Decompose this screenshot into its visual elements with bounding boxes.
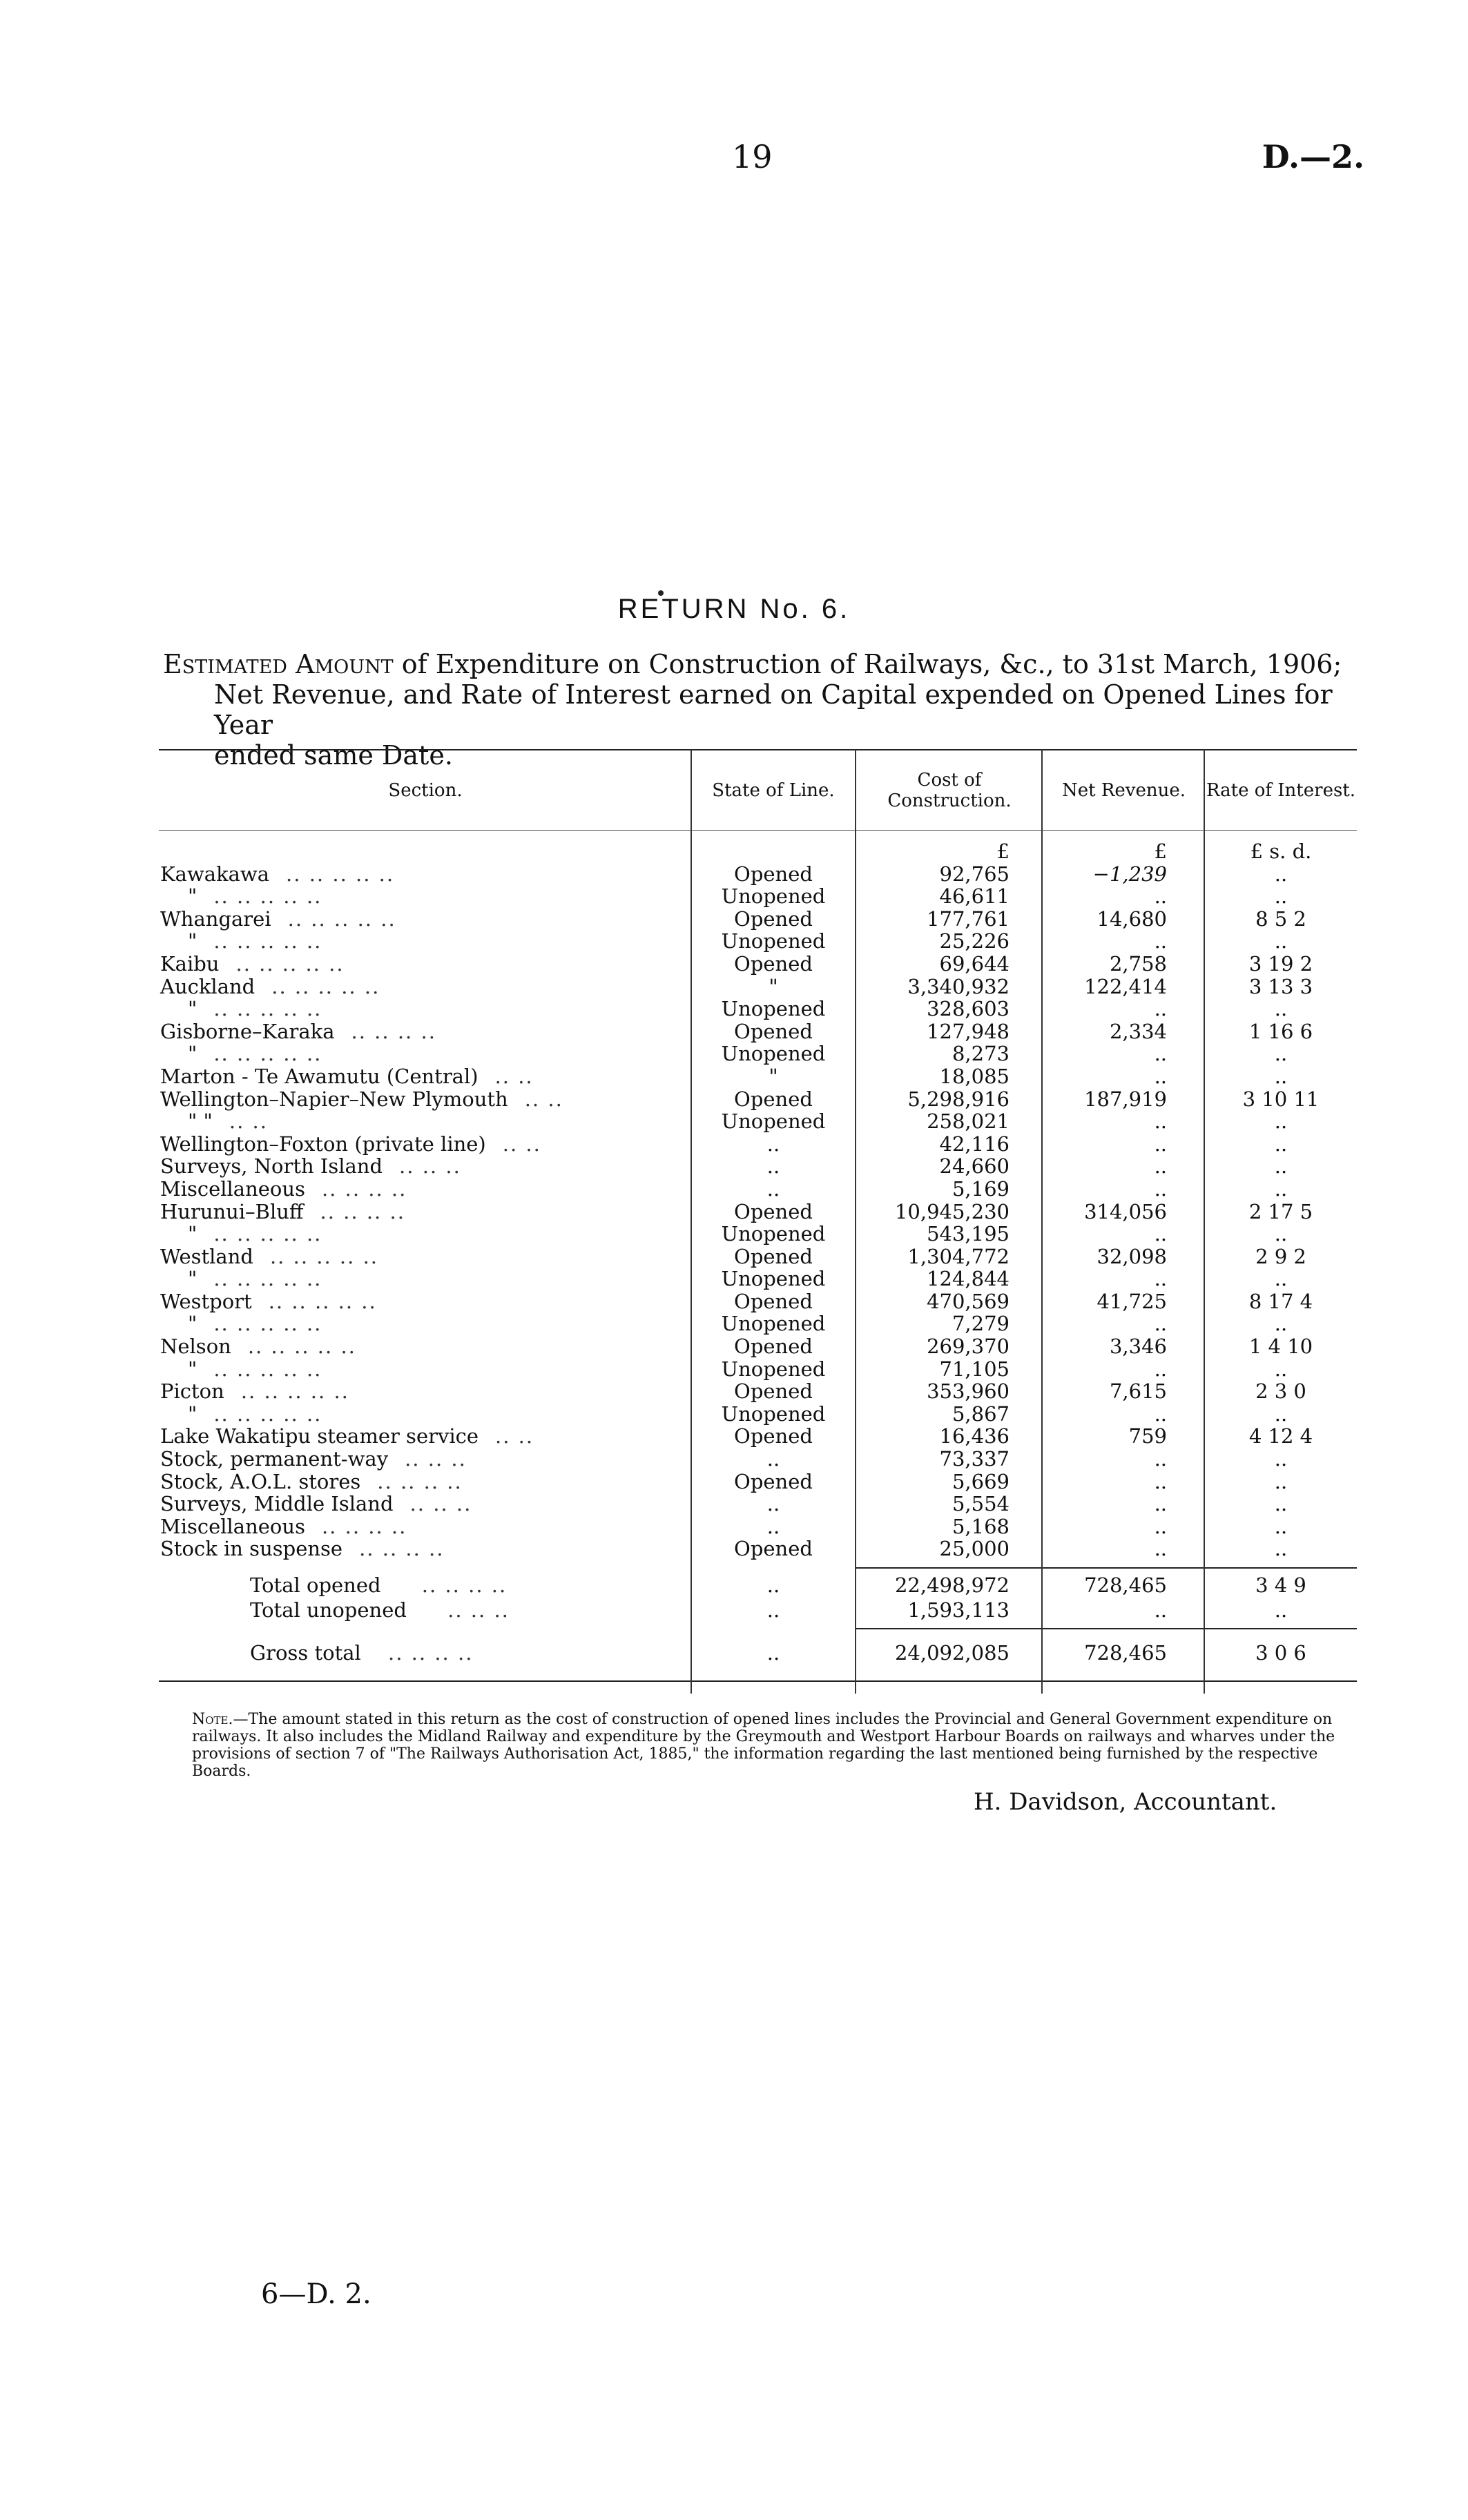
cell-state: Opened bbox=[734, 907, 813, 931]
signature: H. Davidson, Accountant. bbox=[974, 1788, 1277, 1816]
leader-dots: .. .. .. .. .. bbox=[235, 951, 345, 976]
cell-net: .. bbox=[1154, 1176, 1167, 1201]
cell-cost: 24,660 bbox=[939, 1154, 1010, 1179]
document-reference: D.—2. bbox=[1262, 138, 1364, 175]
cell-cost: 177,761 bbox=[927, 907, 1010, 931]
leader-dots: .. .. .. .. .. bbox=[213, 1222, 322, 1246]
header-section: Section. bbox=[388, 779, 463, 801]
page-number: 19 bbox=[732, 138, 773, 175]
cell-cost: 16,436 bbox=[939, 1424, 1010, 1448]
table-header bbox=[159, 750, 1357, 830]
cell-cost: 5,298,916 bbox=[907, 1087, 1010, 1111]
table-row bbox=[159, 1133, 1357, 1156]
cell-state: .. bbox=[766, 1132, 780, 1156]
leader-dots: .. .. bbox=[495, 1424, 534, 1448]
cell-cost: 328,603 bbox=[927, 997, 1010, 1021]
table-row bbox=[159, 1088, 1357, 1111]
cell-net: .. bbox=[1154, 929, 1167, 953]
table-row bbox=[159, 953, 1357, 976]
leader-dots: .. .. .. .. .. bbox=[213, 1402, 322, 1426]
total-opened-rate: 3 4 9 bbox=[1255, 1573, 1306, 1597]
total-unopened-net: .. bbox=[1154, 1598, 1167, 1622]
header-net: Net Revenue. bbox=[1061, 779, 1186, 801]
cell-net: 2,758 bbox=[1109, 951, 1167, 976]
leader-dots: .. .. .. .. .. bbox=[213, 1357, 322, 1381]
section-name: Whangarei bbox=[160, 907, 271, 931]
cell-net: .. bbox=[1154, 1154, 1167, 1179]
leader-dots: .. .. .. .. bbox=[320, 1199, 405, 1223]
section-name: Nelson bbox=[160, 1335, 231, 1359]
gross-total-rate: 3 0 6 bbox=[1255, 1641, 1306, 1665]
cell-section bbox=[159, 1268, 690, 1290]
cell-rate: 4 12 4 bbox=[1248, 1424, 1313, 1448]
table-row bbox=[159, 1155, 1357, 1178]
section-name: Stock, permanent-way bbox=[160, 1447, 389, 1471]
cell-section bbox=[159, 1020, 690, 1043]
leader-dots: .. .. .. .. bbox=[321, 1176, 407, 1201]
section-name: Picton bbox=[160, 1379, 224, 1404]
leader-dots: .. .. .. .. bbox=[388, 1641, 474, 1665]
rate-unit: £ s. d. bbox=[1250, 840, 1312, 863]
cell-net: .. bbox=[1154, 1469, 1167, 1493]
cell-state: .. bbox=[766, 1447, 780, 1471]
cell-rate: .. bbox=[1274, 862, 1288, 886]
cell-cost: 42,116 bbox=[939, 1132, 1010, 1156]
cell-rate: .. bbox=[1274, 1492, 1288, 1516]
table-row bbox=[159, 1335, 1357, 1358]
cell-cost: 69,644 bbox=[939, 951, 1010, 976]
subtitle-line3: ended same Date. bbox=[214, 740, 453, 770]
cell-section bbox=[159, 1133, 690, 1156]
header-state: State of Line. bbox=[712, 779, 835, 801]
gross-total-state: .. bbox=[766, 1641, 780, 1665]
cell-state: Opened bbox=[734, 951, 813, 976]
leader-dots: .. .. .. .. .. bbox=[271, 974, 380, 998]
cell-rate: .. bbox=[1274, 1154, 1288, 1179]
leader-dots: .. .. .. .. .. bbox=[268, 1289, 377, 1313]
table-row bbox=[159, 1380, 1357, 1403]
section-name: Kawakawa bbox=[160, 862, 270, 886]
cell-cost: 353,960 bbox=[927, 1379, 1010, 1404]
table-row bbox=[159, 885, 1357, 908]
gross-total-net: 728,465 bbox=[1084, 1641, 1167, 1665]
footer-reference: 6—D. 2. bbox=[261, 2278, 371, 2310]
cell-net: .. bbox=[1154, 1042, 1167, 1066]
cell-section bbox=[159, 863, 690, 886]
cell-cost: 18,085 bbox=[939, 1064, 1010, 1088]
cell-net: .. bbox=[1154, 1064, 1167, 1088]
cell-section bbox=[159, 1155, 690, 1178]
subtitle-line1: of Expenditure on Construction of Railways, &c., to 31st March, 1906; bbox=[401, 649, 1342, 679]
cell-rate: .. bbox=[1274, 1312, 1288, 1336]
section-name: " bbox=[188, 929, 197, 953]
cell-section bbox=[159, 930, 690, 953]
cell-state: Opened bbox=[734, 1335, 813, 1359]
table-row bbox=[159, 1471, 1357, 1493]
section-name: " bbox=[188, 1267, 197, 1291]
total-unopened-state: .. bbox=[766, 1598, 780, 1622]
cell-cost: 73,337 bbox=[939, 1447, 1010, 1471]
cell-section bbox=[159, 1358, 690, 1381]
cell-section bbox=[159, 1515, 690, 1538]
section-name: " bbox=[188, 1222, 197, 1246]
header-cost: Cost of Construction. bbox=[887, 769, 1012, 811]
table-row bbox=[159, 1178, 1357, 1201]
cell-state: Unopened bbox=[721, 1357, 826, 1381]
cell-net: 7,615 bbox=[1109, 1379, 1167, 1404]
column-rule bbox=[1041, 749, 1043, 1694]
table-row bbox=[159, 930, 1357, 953]
cell-section bbox=[159, 1312, 690, 1335]
section-name: " bbox=[188, 1402, 197, 1426]
cell-cost: 470,569 bbox=[927, 1289, 1010, 1313]
cell-state: .. bbox=[766, 1492, 780, 1516]
leader-dots: .. .. .. .. bbox=[321, 1514, 407, 1538]
cell-section bbox=[159, 1065, 690, 1088]
section-name: Surveys, Middle Island bbox=[160, 1492, 394, 1516]
cell-rate: .. bbox=[1274, 1537, 1288, 1561]
note-label: Note. bbox=[192, 1711, 233, 1728]
subtitle-line2: Net Revenue, and Rate of Interest earned on Capital expended on Opened Lines for Year bbox=[214, 679, 1333, 740]
table-row bbox=[159, 1065, 1357, 1088]
cell-section bbox=[159, 1088, 690, 1111]
table-row bbox=[159, 1425, 1357, 1448]
table-row bbox=[159, 1043, 1357, 1065]
section-name: Miscellaneous bbox=[160, 1514, 305, 1538]
total-opened-cost: 22,498,972 bbox=[894, 1573, 1010, 1597]
table-row bbox=[159, 1020, 1357, 1043]
cell-rate: .. bbox=[1274, 1132, 1288, 1156]
section-name: Surveys, North Island bbox=[160, 1154, 383, 1179]
cell-section bbox=[159, 976, 690, 998]
cell-rate: 3 19 2 bbox=[1248, 951, 1313, 976]
total-unopened-cost: 1,593,113 bbox=[907, 1598, 1010, 1622]
cell-state: Opened bbox=[734, 1537, 813, 1561]
column-rule bbox=[1204, 749, 1205, 1694]
cell-state: Opened bbox=[734, 1424, 813, 1448]
leader-dots: .. .. .. .. bbox=[421, 1573, 508, 1597]
cell-rate: 1 4 10 bbox=[1248, 1335, 1313, 1359]
gross-total-cost: 24,092,085 bbox=[894, 1641, 1010, 1665]
total-opened-row bbox=[159, 1573, 1357, 1598]
cell-cost: 46,611 bbox=[939, 884, 1010, 909]
total-unopened-rate: .. bbox=[1274, 1598, 1288, 1622]
cell-section bbox=[159, 1178, 690, 1201]
table-row bbox=[159, 1493, 1357, 1515]
cell-state: Unopened bbox=[721, 997, 826, 1021]
cell-rate: 3 10 11 bbox=[1242, 1087, 1320, 1111]
leader-dots: .. .. bbox=[229, 1109, 268, 1134]
cell-net: 3,346 bbox=[1109, 1335, 1167, 1359]
cell-section bbox=[159, 908, 690, 931]
cell-state: Opened bbox=[734, 862, 813, 886]
section-name: Westport bbox=[160, 1289, 252, 1313]
leader-dots: .. .. .. .. .. bbox=[247, 1335, 356, 1359]
table-row bbox=[159, 1515, 1357, 1538]
leader-dots: .. .. .. .. .. bbox=[286, 862, 395, 886]
cell-cost: 258,021 bbox=[927, 1109, 1010, 1134]
leader-dots: .. .. .. .. .. bbox=[287, 907, 396, 931]
cost-unit: £ bbox=[996, 840, 1010, 863]
cell-rate: .. bbox=[1274, 884, 1288, 909]
cell-state: " bbox=[769, 1064, 778, 1088]
leader-dots: .. .. .. .. .. bbox=[213, 929, 322, 953]
cell-state: Unopened bbox=[721, 929, 826, 953]
cell-net: 41,725 bbox=[1097, 1289, 1167, 1313]
section-name: Marton - Te Awamutu (Central) bbox=[160, 1064, 479, 1088]
section-name: Wellington–Napier–New Plymouth bbox=[160, 1087, 508, 1111]
cell-net: .. bbox=[1154, 1402, 1167, 1426]
cell-cost: 71,105 bbox=[939, 1357, 1010, 1381]
cell-section bbox=[159, 885, 690, 908]
cell-state: Unopened bbox=[721, 1109, 826, 1134]
cell-rate: .. bbox=[1274, 1109, 1288, 1134]
subtitle-lead: Estimated Amount bbox=[163, 649, 394, 679]
section-name: " bbox=[188, 1357, 197, 1381]
cell-net: −1,239 bbox=[1092, 862, 1167, 886]
cell-rate: .. bbox=[1274, 929, 1288, 953]
section-name: Miscellaneous bbox=[160, 1176, 305, 1201]
cell-cost: 25,226 bbox=[939, 929, 1010, 953]
cell-cost: 5,669 bbox=[952, 1469, 1010, 1493]
cell-section bbox=[159, 1403, 690, 1426]
cell-cost: 5,554 bbox=[952, 1492, 1010, 1516]
cell-cost: 124,844 bbox=[927, 1267, 1010, 1291]
cell-section bbox=[159, 1425, 690, 1448]
leader-dots: .. .. .. bbox=[409, 1492, 472, 1516]
cell-cost: 7,279 bbox=[952, 1312, 1010, 1336]
table-body bbox=[159, 863, 1357, 1560]
cell-net: .. bbox=[1154, 1447, 1167, 1471]
cell-cost: 5,169 bbox=[952, 1176, 1010, 1201]
total-unopened-label: Total unopened bbox=[250, 1598, 407, 1622]
table-row bbox=[159, 998, 1357, 1020]
cell-rate: 8 5 2 bbox=[1255, 907, 1306, 931]
table-row bbox=[159, 1538, 1357, 1560]
cell-rate: .. bbox=[1274, 1514, 1288, 1538]
section-name: Westland bbox=[160, 1244, 253, 1268]
cell-state: Unopened bbox=[721, 1222, 826, 1246]
leader-dots: .. .. .. .. .. bbox=[269, 1244, 379, 1268]
cell-section bbox=[159, 1110, 690, 1133]
cell-state: .. bbox=[766, 1176, 780, 1201]
cell-rate: .. bbox=[1274, 1064, 1288, 1088]
section-name: Lake Wakatipu steamer service bbox=[160, 1424, 479, 1448]
total-opened-net: 728,465 bbox=[1084, 1573, 1167, 1597]
cell-rate: .. bbox=[1274, 1267, 1288, 1291]
cell-net: .. bbox=[1154, 884, 1167, 909]
column-rule bbox=[690, 749, 692, 1694]
net-unit: £ bbox=[1154, 840, 1167, 863]
section-name: Auckland bbox=[160, 974, 255, 998]
total-unopened-row bbox=[159, 1598, 1357, 1622]
cell-rate: .. bbox=[1274, 1042, 1288, 1066]
table-row bbox=[159, 1403, 1357, 1426]
section-name: " bbox=[188, 1312, 197, 1336]
cell-cost: 92,765 bbox=[939, 862, 1010, 886]
section-name: " " bbox=[188, 1109, 213, 1134]
leader-dots: .. .. .. .. bbox=[359, 1537, 445, 1561]
cell-state: Unopened bbox=[721, 1267, 826, 1291]
cell-net: .. bbox=[1154, 1267, 1167, 1291]
leader-dots: .. .. .. bbox=[447, 1598, 510, 1622]
cell-rate: 2 3 0 bbox=[1255, 1379, 1306, 1404]
cell-section bbox=[159, 953, 690, 976]
leader-dots: .. .. .. .. .. bbox=[213, 1312, 322, 1336]
header-rate: Rate of Interest. bbox=[1206, 779, 1356, 801]
note-text: —The amount stated in this return as the cost of construction of opened lines includes the Provincial and General Government expenditure on railways. It also includes the Midland Railway and expenditure by the Greymouth and Westport Harbour Boards on railways and wharves under the provisions of section 7 of "The Railways Authorisation Act, 1885," the information regarding the last mentioned being furnished by the respective Boards. bbox=[192, 1711, 1335, 1780]
table-row bbox=[159, 908, 1357, 931]
cell-state: Unopened bbox=[721, 1402, 826, 1426]
table-row bbox=[159, 1448, 1357, 1471]
section-name: " bbox=[188, 997, 197, 1021]
leader-dots: .. .. .. bbox=[405, 1447, 467, 1471]
cell-net: 314,056 bbox=[1084, 1199, 1167, 1223]
cell-section bbox=[159, 1335, 690, 1358]
leader-dots: .. .. .. .. .. bbox=[213, 884, 322, 909]
column-rule bbox=[855, 749, 860, 1694]
cell-cost: 3,340,932 bbox=[907, 974, 1010, 998]
cell-state: Unopened bbox=[721, 1312, 826, 1336]
table-row bbox=[159, 863, 1357, 886]
cell-net: 759 bbox=[1128, 1424, 1167, 1448]
cell-rate: 2 9 2 bbox=[1255, 1244, 1306, 1268]
units-row bbox=[159, 840, 1357, 863]
cell-net: .. bbox=[1154, 1222, 1167, 1246]
cell-rate: .. bbox=[1274, 997, 1288, 1021]
table-row bbox=[159, 1246, 1357, 1268]
table-row bbox=[159, 1312, 1357, 1335]
cell-rate: 1 16 6 bbox=[1248, 1019, 1313, 1043]
leader-dots: .. .. .. .. bbox=[377, 1469, 463, 1493]
cell-state: " bbox=[769, 974, 778, 998]
cell-section bbox=[159, 1201, 690, 1223]
table-row bbox=[159, 1201, 1357, 1223]
section-name: Stock in suspense bbox=[160, 1537, 343, 1561]
cell-net: .. bbox=[1154, 1357, 1167, 1381]
section-name: Stock, A.O.L. stores bbox=[160, 1469, 361, 1493]
cell-net: .. bbox=[1154, 1514, 1167, 1538]
cell-rate: .. bbox=[1274, 1357, 1288, 1381]
leader-dots: .. .. .. .. .. bbox=[213, 1267, 322, 1291]
cell-section bbox=[159, 998, 690, 1020]
cell-net: 122,414 bbox=[1084, 974, 1167, 998]
cell-section bbox=[159, 1246, 690, 1268]
section-name: Hurunui–Bluff bbox=[160, 1199, 304, 1223]
cell-rate: .. bbox=[1274, 1402, 1288, 1426]
cell-cost: 5,168 bbox=[952, 1514, 1010, 1538]
cell-cost: 5,867 bbox=[952, 1402, 1010, 1426]
cell-state: Opened bbox=[734, 1289, 813, 1313]
cell-net: .. bbox=[1154, 1492, 1167, 1516]
cell-rate: 3 13 3 bbox=[1248, 974, 1313, 998]
table-row bbox=[159, 1223, 1357, 1246]
cell-cost: 127,948 bbox=[927, 1019, 1010, 1043]
cell-state: Opened bbox=[734, 1244, 813, 1268]
table-row bbox=[159, 976, 1357, 998]
cell-state: .. bbox=[766, 1154, 780, 1179]
section-name: Kaibu bbox=[160, 951, 220, 976]
cell-cost: 1,304,772 bbox=[907, 1244, 1010, 1268]
cell-net: 2,334 bbox=[1109, 1019, 1167, 1043]
cell-state: Unopened bbox=[721, 884, 826, 909]
cell-section bbox=[159, 1448, 690, 1471]
cell-net: 32,098 bbox=[1097, 1244, 1167, 1268]
cell-net: 14,680 bbox=[1097, 907, 1167, 931]
table-row bbox=[159, 1358, 1357, 1381]
cell-state: .. bbox=[766, 1514, 780, 1538]
gross-total-row bbox=[159, 1635, 1357, 1671]
cell-state: Unopened bbox=[721, 1042, 826, 1066]
cell-net: .. bbox=[1154, 1109, 1167, 1134]
cell-rate: .. bbox=[1274, 1447, 1288, 1471]
cell-state: Opened bbox=[734, 1199, 813, 1223]
cell-section bbox=[159, 1538, 690, 1560]
cell-cost: 269,370 bbox=[927, 1335, 1010, 1359]
leader-dots: .. .. .. .. .. bbox=[213, 1042, 322, 1066]
cell-section bbox=[159, 1471, 690, 1493]
cell-state: Opened bbox=[734, 1019, 813, 1043]
section-name: Wellington–Foxton (private line) bbox=[160, 1132, 486, 1156]
leader-dots: .. .. bbox=[524, 1087, 563, 1111]
cell-rate: .. bbox=[1274, 1176, 1288, 1201]
cell-cost: 25,000 bbox=[939, 1537, 1010, 1561]
total-opened-label: Total opened bbox=[250, 1573, 381, 1597]
cell-section bbox=[159, 1290, 690, 1313]
cell-state: Opened bbox=[734, 1379, 813, 1404]
footnote bbox=[192, 1711, 1359, 1780]
cell-net: 187,919 bbox=[1084, 1087, 1167, 1111]
cell-rate: .. bbox=[1274, 1469, 1288, 1493]
cell-net: .. bbox=[1154, 1537, 1167, 1561]
cell-rate: 2 17 5 bbox=[1248, 1199, 1313, 1223]
section-name: Gisborne–Karaka bbox=[160, 1019, 335, 1043]
table-row bbox=[159, 1268, 1357, 1290]
cell-section bbox=[159, 1380, 690, 1403]
cell-net: .. bbox=[1154, 1312, 1167, 1336]
cell-state: Opened bbox=[734, 1087, 813, 1111]
table-row bbox=[159, 1290, 1357, 1313]
cell-section bbox=[159, 1223, 690, 1246]
leader-dots: .. .. bbox=[494, 1064, 534, 1088]
expenditure-table bbox=[159, 749, 1357, 1682]
return-title: RETURN No. 6. bbox=[617, 594, 851, 624]
leader-dots: .. .. .. .. .. bbox=[240, 1379, 349, 1404]
cell-state: Opened bbox=[734, 1469, 813, 1493]
gross-total-label: Gross total bbox=[250, 1641, 361, 1665]
leader-dots: .. .. .. bbox=[399, 1154, 461, 1179]
cell-cost: 543,195 bbox=[927, 1222, 1010, 1246]
cell-section bbox=[159, 1043, 690, 1065]
cell-rate: .. bbox=[1274, 1222, 1288, 1246]
leader-dots: .. .. bbox=[502, 1132, 541, 1156]
section-name: " bbox=[188, 1042, 197, 1066]
total-opened-state: .. bbox=[766, 1573, 780, 1597]
cell-net: .. bbox=[1154, 997, 1167, 1021]
cell-cost: 10,945,230 bbox=[894, 1199, 1010, 1223]
cell-cost: 8,273 bbox=[952, 1042, 1010, 1066]
cell-rate: 8 17 4 bbox=[1248, 1289, 1313, 1313]
section-name: " bbox=[188, 884, 197, 909]
leader-dots: .. .. .. .. .. bbox=[213, 997, 322, 1021]
leader-dots: .. .. .. .. bbox=[351, 1019, 436, 1043]
cell-net: .. bbox=[1154, 1132, 1167, 1156]
cell-section bbox=[159, 1493, 690, 1515]
table-row bbox=[159, 1110, 1357, 1133]
